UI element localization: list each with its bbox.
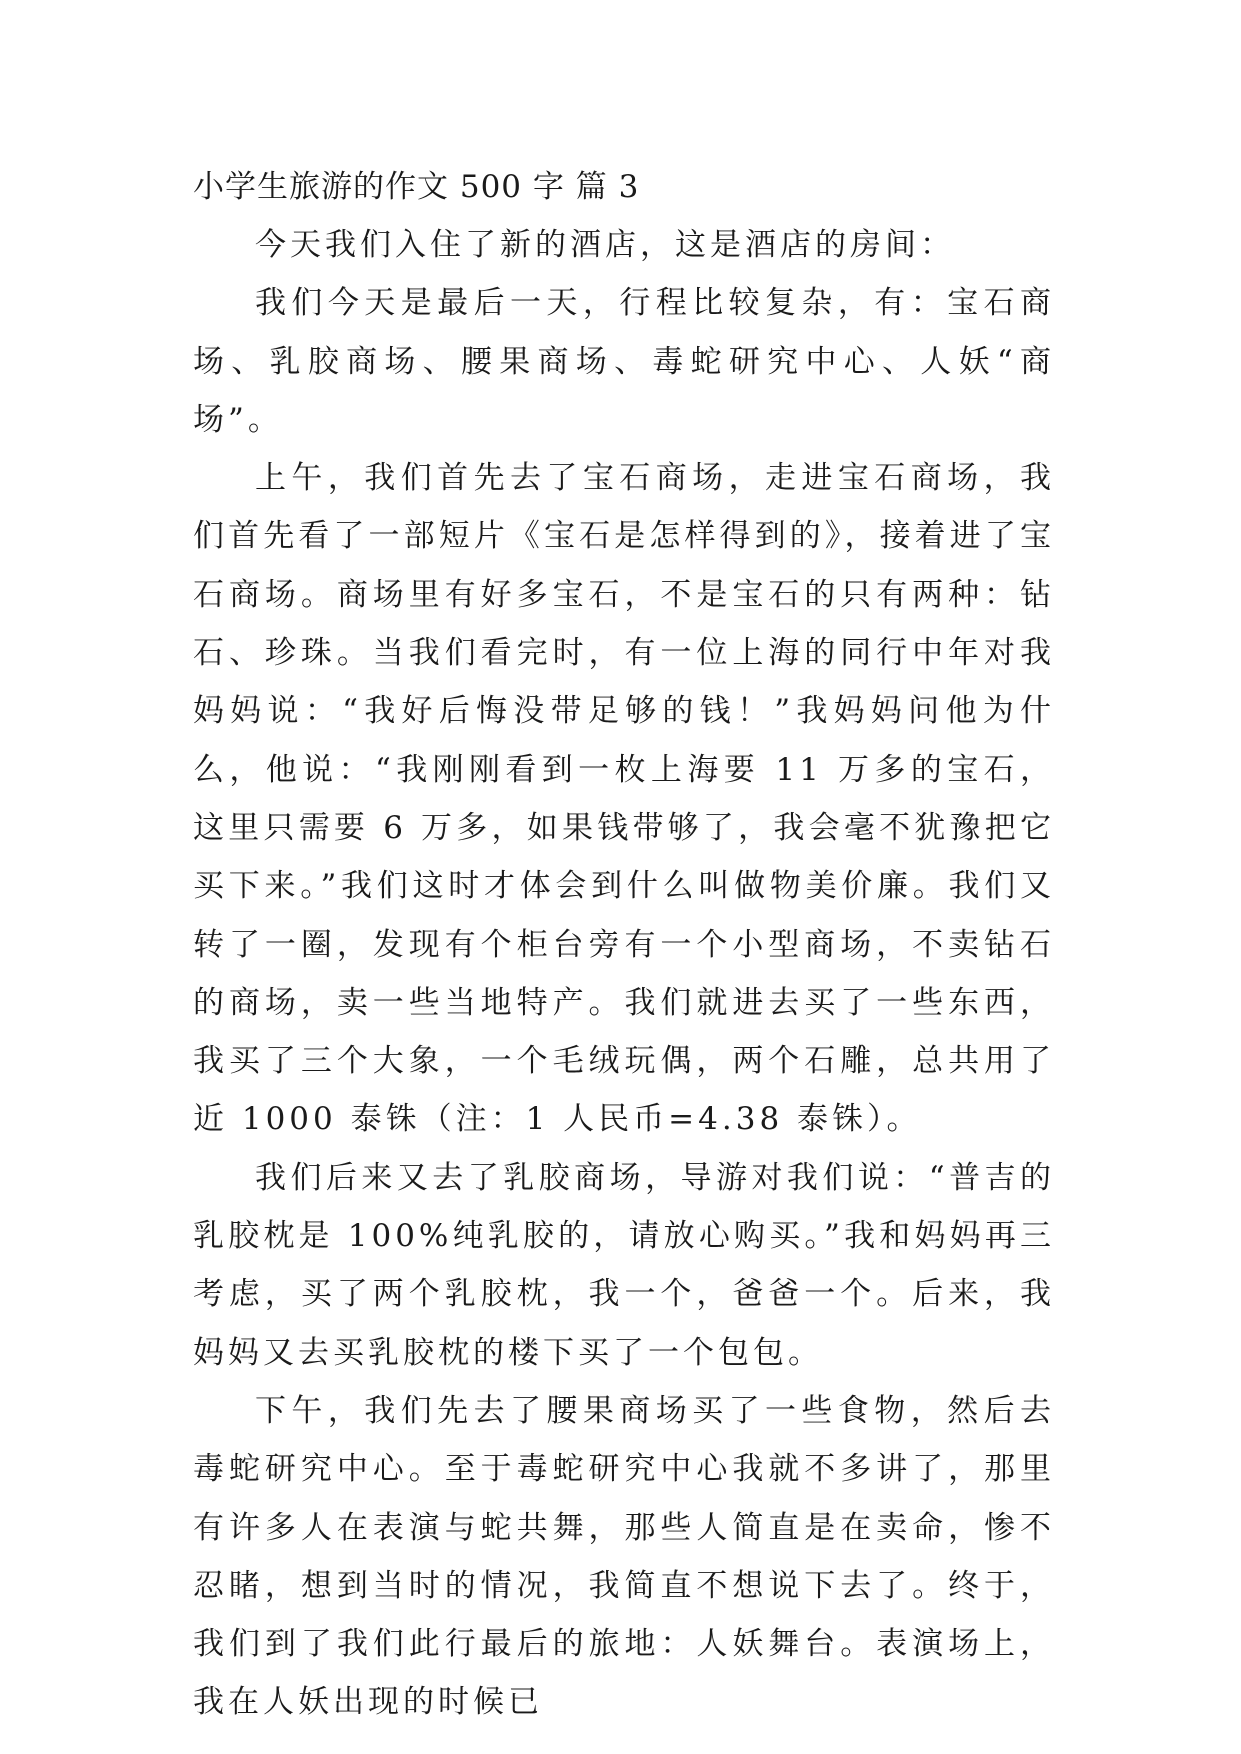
document-body: [193, 158, 1055, 1732]
paragraph-hotel: 今天我们入住了新的酒店，这是酒店的房间：: [255, 227, 955, 263]
paragraph-afternoon: 下午，我们先去了腰果商场买了一些食物，然后去毒蛇研究中心。至于毒蛇研究中心我就不多讲了，那里有许多人在表演与蛇共舞，那些人简直是在卖命，惨不忍睹，想到当时的情况，我简直不想说下去了。终于，我们到了我们此行最后的旅地：人妖舞台。表演场上，我在人妖出现的时候已: [193, 1392, 1055, 1721]
essay-title: 小学生旅游的作文 500 字 篇 3: [193, 169, 640, 205]
paragraph-latex-store: 我们后来又去了乳胶商场，导游对我们说：“普吉的乳胶枕是 100%纯乳胶的，请放心购买。”我和妈妈再三考虑，买了两个乳胶枕，我一个，爸爸一个。后来，我妈妈又去买乳胶枕的楼下买了一个包包。: [193, 1159, 1055, 1371]
paragraph-gem-store: 上午，我们首先去了宝石商场，走进宝石商场，我们首先看了一部短片《宝石是怎样得到的》，接着进了宝石商场。商场里有好多宝石，不是宝石的只有两种：钻石、珍珠。当我们看完时，有一位上海的同行中年对我妈妈说：“我好后悔没带足够的钱！”我妈妈问他为什么，他说：“我刚刚看到一枚上海要 11 万多的宝石，这里只需要 6 万多，如果钱带够了，我会毫不犹豫把它买下来。”我们这时才体会到什么叫做物美价廉。我们又转了一圈，发现有个柜台旁有一个小型商场，不卖钻石的商场，卖一些当地特产。我们就进去买了一些东西，我买了三个大象，一个毛绒玩偶，两个石雕，总共用了近 1000 泰铢（注：1 人民币=4.38 泰铢）。: [193, 460, 1055, 1138]
paragraph-itinerary: 我们今天是最后一天，行程比较复杂，有：宝石商场、乳胶商场、腰果商场、毒蛇研究中心、人妖“商场”。: [193, 285, 1055, 438]
